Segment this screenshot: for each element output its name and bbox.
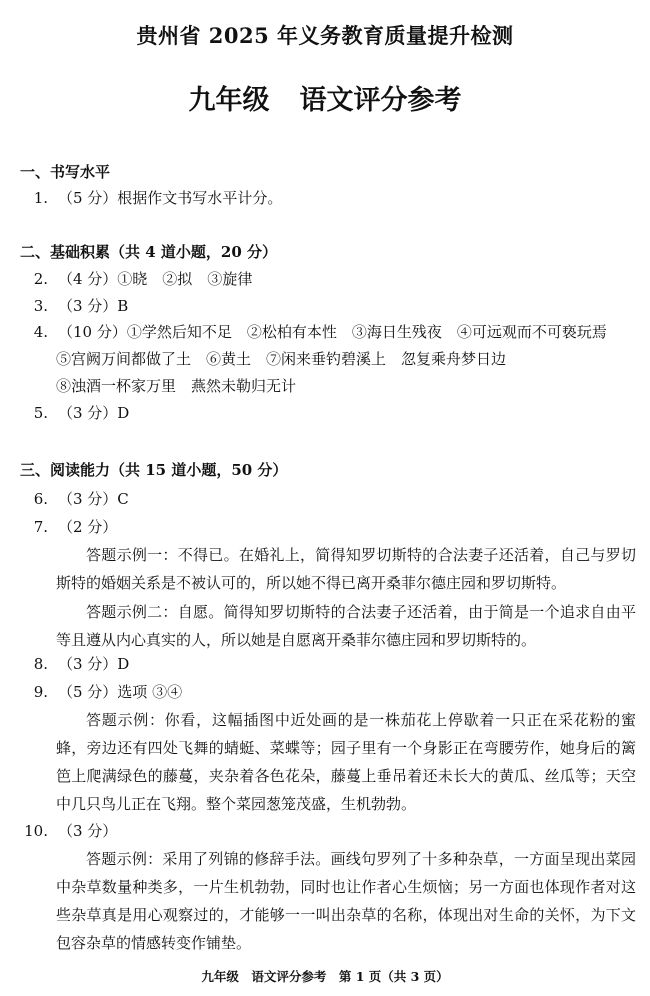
question-4-line-2: ⑤宫阙万间都做了土 ⑥黄土 ⑦闲来垂钓碧溪上 忽复乘舟梦日边 bbox=[56, 350, 507, 368]
question-4-line-3: ⑧浊酒一杯家万里 燕然未勒归无计 bbox=[56, 377, 297, 395]
question-7 bbox=[20, 518, 117, 536]
document-title: 贵州省 2025 年义务教育质量提升检测 bbox=[136, 23, 514, 48]
question-2 bbox=[20, 270, 252, 288]
question-text: （10 分）①学然后知不足 ②松柏有本性 ③海日生残夜 ④可远观而不可亵玩焉 bbox=[58, 323, 607, 341]
question-number: 10. bbox=[24, 822, 48, 840]
page-footer: 九年级 语文评分参考 第 1 页（共 3 页） bbox=[201, 969, 449, 984]
question-text: （3 分）C bbox=[58, 490, 129, 508]
question-number: 5. bbox=[33, 404, 48, 422]
question-number: 6. bbox=[33, 490, 48, 508]
grade-label: 九年级 bbox=[188, 85, 270, 116]
question-5 bbox=[20, 404, 129, 422]
question-6 bbox=[20, 490, 129, 508]
section-heading-reading: 三、阅读能力（共 15 道小题，50 分） bbox=[20, 461, 288, 479]
question-number: 9. bbox=[33, 683, 48, 701]
question-text: （3 分）D bbox=[58, 655, 130, 673]
question-7-example-1: 答题示例一：不得已。在婚礼上，简得知罗切斯特的合法妻子还活着，自己与罗切斯特的婚姻关系是不被认可的，所以她不得已离开桑菲尔德庄园和罗切斯特。 bbox=[56, 546, 636, 592]
section-heading-writing: 一、书写水平 bbox=[20, 163, 111, 181]
question-number: 8. bbox=[33, 655, 48, 673]
question-text: （3 分） bbox=[58, 822, 118, 840]
question-number: 7. bbox=[33, 518, 48, 536]
section-heading-basics: 二、基础积累（共 4 道小题，20 分） bbox=[20, 243, 277, 261]
question-10-example: 答题示例：采用了列锦的修辞手法。画线句罗列了十多种杂草，一方面呈现出菜园中杂草数量种类多，一片生机勃勃，同时也让作者心生烦恼；另一方面也体现作者对这些杂草真是用心观察过的，才能够一一叫出杂草的名称，体现出对生命的关怀，为下文包容杂草的情感转变作铺垫。 bbox=[56, 850, 636, 952]
question-8 bbox=[20, 655, 129, 673]
question-3 bbox=[20, 297, 128, 315]
question-text: （5 分）选项 ③④ bbox=[58, 683, 183, 701]
question-text: （2 分） bbox=[58, 518, 118, 536]
question-text: （5 分）根据作文书写水平计分。 bbox=[58, 189, 283, 207]
question-7-example-2: 答题示例二：自愿。简得知罗切斯特的合法妻子还活着，由于简是一个追求自由平等且遵从内心真实的人，所以她是自愿离开桑菲尔德庄园和罗切斯特的。 bbox=[56, 603, 636, 649]
question-4 bbox=[20, 323, 607, 341]
question-number: 1. bbox=[33, 189, 48, 207]
question-10 bbox=[20, 822, 117, 840]
subject-label: 语文评分参考 bbox=[299, 85, 462, 116]
question-1 bbox=[20, 189, 282, 207]
question-number: 3. bbox=[33, 297, 48, 315]
question-text: （3 分）B bbox=[58, 297, 129, 315]
question-text: （3 分）D bbox=[58, 404, 130, 422]
question-number: 2. bbox=[33, 270, 48, 288]
document-subtitle bbox=[0, 78, 650, 117]
question-9 bbox=[20, 683, 182, 701]
question-number: 4. bbox=[33, 323, 48, 341]
question-text: （4 分）①晓 ②拟 ③旋律 bbox=[58, 270, 253, 288]
question-9-example: 答题示例：你看，这幅插图中近处画的是一株茄花上停歇着一只正在采花粉的蜜蜂，旁边还有四处飞舞的蜻蜓、菜蝶等；园子里有一个身影正在弯腰劳作，她身后的篱笆上爬满绿色的藤蔓，夹杂着各色花朵，藤蔓上垂吊着还未长大的黄瓜、丝瓜等；天空中几只鸟儿正在飞翔。整个菜园葱笼茂盛，生机勃勃。 bbox=[56, 711, 636, 813]
